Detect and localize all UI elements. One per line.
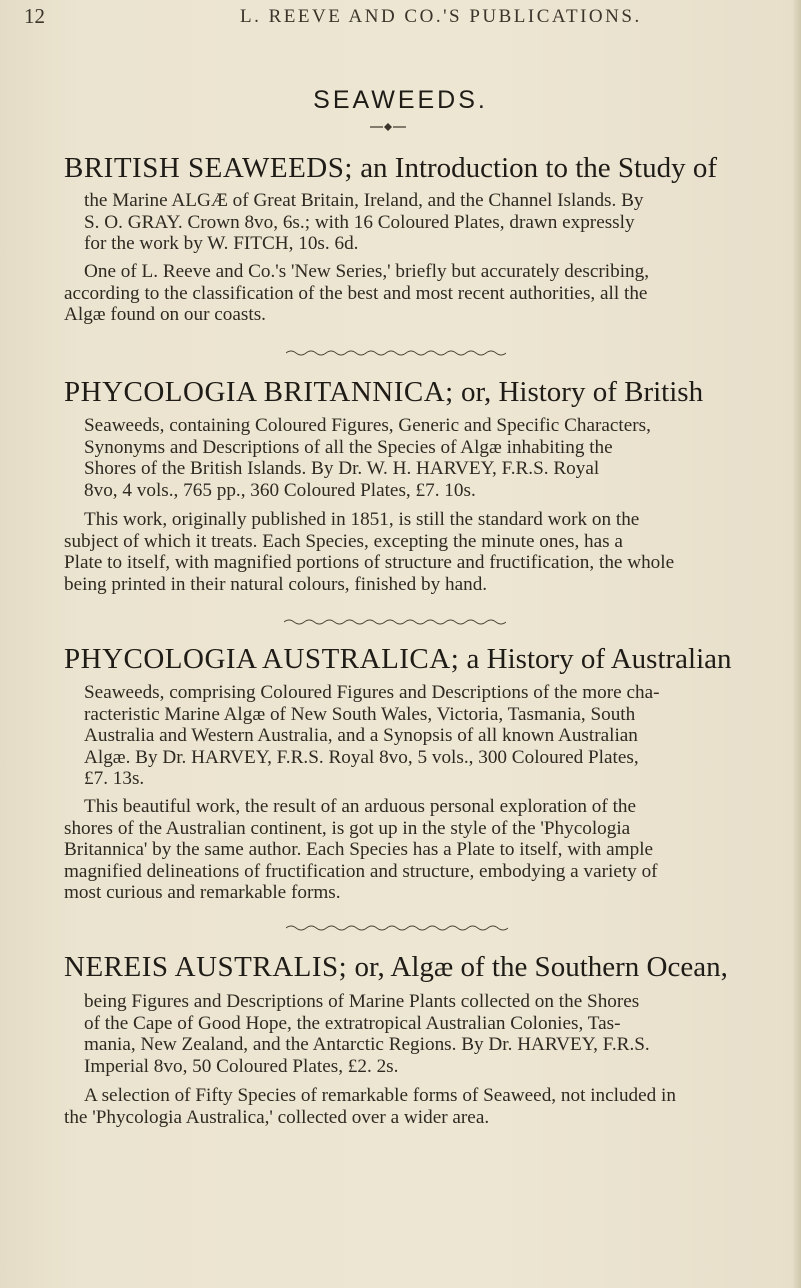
section-title: SEAWEEDS.: [313, 86, 488, 114]
wavy-divider: [284, 618, 506, 626]
dash-ornament: [368, 122, 408, 132]
entry-note: One of L. Reeve and Co.'s 'New Series,' briefly but accurately describing, according to the classification of the best and most recent authorities, all the Algæ found on our coasts.: [64, 261, 650, 325]
entry-title-nereis-australis: NEREIS AUSTRALIS; or, Algæ of the Southern Ocean,: [64, 951, 728, 983]
entry-description: Seaweeds, comprising Coloured Figures and Descriptions of the more cha- racteristic Marine Algæ of New South Wales, Victoria, Tasmania, South Australia and Western Australia, and a Synopsis of all known Australian Algæ. By Dr. HARVEY, F.R.S. Royal 8vo, 5 vols., 300 Coloured Plates, £7. 13s.: [84, 682, 660, 789]
publisher-heading: L. REEVE AND CO.'S PUBLICATIONS.: [240, 6, 642, 27]
running-head: [0, 2, 801, 32]
page-number: 12: [24, 4, 45, 28]
entry-description: Seaweeds, containing Coloured Figures, Generic and Specific Characters, Synonyms and Descriptions of all the Species of Algæ inhabiting the Shores of the British Islands. By Dr. W. H. HARVEY, F.R.S. Royal 8vo, 4 vols., 765 pp., 360 Coloured Plates, £7. 10s.: [84, 415, 651, 501]
wavy-divider: [286, 924, 508, 932]
entry-note: A selection of Fifty Species of remarkable forms of Seaweed, not included in the 'Phycologia Australica,' collected over a wider area.: [64, 1085, 676, 1128]
entry-title-phycologia-australica: PHYCOLOGIA AUSTRALICA; a History of Australian: [64, 643, 732, 675]
entry-description: being Figures and Descriptions of Marine Plants collected on the Shores of the Cape of Good Hope, the extratropical Australian Colonies, Tas- mania, New Zealand, and the Antarctic Regions. By Dr. HARVEY, F.R.S. Imperial 8vo, 50 Coloured Plates, £2. 2s.: [84, 991, 650, 1077]
entry-title-british-seaweeds: BRITISH SEAWEEDS; an Introduction to the Study of: [64, 152, 717, 184]
entry-note: This beautiful work, the result of an arduous personal exploration of the shores of the Australian continent, is got up in the style of the 'Phycologia Britannica' by the same author. Each Species has a Plate to itself, with ample magnified delineations of fructification and structure, embodying a variety of most curious and remarkable forms.: [64, 796, 658, 903]
entry-note: This work, originally published in 1851, is still the standard work on the subject of which it treats. Each Species, excepting the minute ones, has a Plate to itself, with magnified portions of structure and fructification, the whole being printed in their natural colours, finished by hand.: [64, 509, 675, 595]
wavy-divider: [286, 349, 506, 357]
entry-description: the Marine ALGÆ of Great Britain, Ireland, and the Channel Islands. By S. O. GRAY. Crown 8vo, 6s.; with 16 Coloured Plates, drawn expressly for the work by W. FITCH, 10s. 6d.: [84, 190, 644, 254]
entry-title-phycologia-britannica: PHYCOLOGIA BRITANNICA; or, History of British: [64, 376, 704, 408]
